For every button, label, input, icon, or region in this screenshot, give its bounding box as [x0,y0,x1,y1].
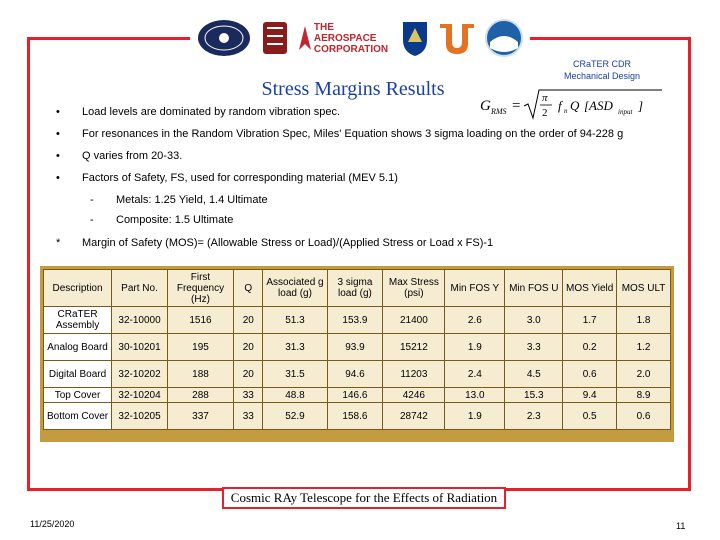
cell-max-stress: 4246 [383,388,445,403]
col-3-sigma-load: 3 sigma load (g) [327,270,383,307]
cell-3-sigma: 153.9 [327,307,383,334]
cell-min-fos-y: 1.9 [445,403,505,430]
svg-text:]: ] [638,98,644,113]
bullet-text: Factors of Safety, FS, used for corresponding material (MEV 5.1) [82,172,398,184]
cell-q: 20 [234,361,263,388]
svg-text:G: G [480,98,491,114]
cell-max-stress: 21400 [383,307,445,334]
footer-tagline: Cosmic RAy Telescope for the Effects of Radiation [222,487,506,509]
cell-max-stress: 28742 [383,403,445,430]
col-description: Description [44,270,112,307]
miles-equation-formula [478,88,664,122]
cell-description: Top Cover [44,388,112,403]
cell-min-fos-u: 4.5 [505,361,563,388]
col-mos-ult: MOS ULT [617,270,671,307]
sub-bullet-item [90,214,233,226]
slide-date: 11/25/2020 [30,519,75,529]
svg-text:n: n [564,107,568,115]
note-marker: * [56,237,61,249]
cell-mos-ult: 1.8 [617,307,671,334]
bullet-item [56,150,182,162]
svg-text:Q: Q [570,98,580,113]
cell-mos-yield: 0.6 [563,361,617,388]
cell-frequency: 1516 [167,307,233,334]
cell-part-no: 32-10205 [112,403,168,430]
logo-text-1: THE AEROSPACE [313,21,377,44]
col-q: Q [234,270,263,307]
cell-q: 33 [234,388,263,403]
ut-logo [438,18,476,58]
slide-title: Stress Margins Results [236,78,470,100]
cell-mos-ult: 2.0 [617,361,671,388]
stress-margins-table-wrap [40,266,674,442]
logo-strip [190,10,530,66]
cell-mos-yield: 0.5 [563,403,617,430]
cell-frequency: 288 [167,388,233,403]
svg-text:f: f [558,98,562,113]
cell-min-fos-y: 13.0 [445,388,505,403]
cell-max-stress: 11203 [383,361,445,388]
noaa-logo [484,18,524,58]
cell-mos-yield: 9.4 [563,388,617,403]
sub-bullet-marker: - [90,194,94,206]
logo-text-2: CORPORATION [313,43,389,55]
table-row [44,334,671,361]
bullet-marker: • [56,172,60,184]
cell-mos-yield: 1.7 [563,307,617,334]
cell-3-sigma: 94.6 [327,361,383,388]
cell-frequency: 337 [167,403,233,430]
cell-description: Digital Board [44,361,112,388]
table-row [44,403,671,430]
bullet-marker: • [56,128,60,140]
table-row [44,388,671,403]
bullet-marker: • [56,150,60,162]
cell-3-sigma: 158.6 [327,403,383,430]
col-associated-g-load: Associated g load (g) [263,270,327,307]
mit-seal-logo [196,18,252,58]
cell-mos-ult: 1.2 [617,334,671,361]
cell-mos-ult: 0.6 [617,403,671,430]
cell-q: 33 [234,403,263,430]
bullet-item [56,172,398,184]
cell-min-fos-u: 3.0 [505,307,563,334]
col-max-stress: Max Stress (psi) [383,270,445,307]
cell-part-no: 32-10204 [112,388,168,403]
cdr-line-2: Mechanical Design [563,71,641,81]
svg-text:RMS: RMS [491,107,507,116]
table-row [44,307,671,334]
cell-min-fos-y: 1.9 [445,334,505,361]
bullet-marker: • [56,106,60,118]
cell-max-stress: 15212 [383,334,445,361]
harvard-seal-logo [260,18,290,58]
cell-g-load: 48.8 [263,388,327,403]
cell-mos-yield: 0.2 [563,334,617,361]
bullet-item [56,106,340,118]
svg-text:input: input [618,108,633,116]
cell-g-load: 51.3 [263,307,327,334]
cdr-line-1: CRaTER CDR [572,59,631,69]
cell-q: 20 [234,307,263,334]
cell-part-no: 30-10201 [112,334,168,361]
col-first-frequency: First Frequency (Hz) [167,270,233,307]
bullet-text: For resonances in the Random Vibration Spec, Miles' Equation shows 3 sigma loading on the order of 94-228 g [82,128,624,140]
cell-part-no: 32-10000 [112,307,168,334]
col-min-fos-u: Min FOS U [505,270,563,307]
note-item [56,237,493,249]
bullet-text: Load levels are dominated by random vibration spec. [82,106,341,118]
cell-frequency: 195 [167,334,233,361]
cell-description: Bottom Cover [44,403,112,430]
cell-min-fos-y: 2.6 [445,307,505,334]
cell-part-no: 32-10202 [112,361,168,388]
cell-g-load: 52.9 [263,403,327,430]
table-row [44,361,671,388]
air-force-shield-logo [400,18,430,58]
cell-g-load: 31.3 [263,334,327,361]
cell-3-sigma: 93.9 [327,334,383,361]
svg-text:[ASD: [ASD [584,98,613,113]
page-number: 11 [676,521,686,531]
sub-bullet-marker: - [90,214,94,226]
cell-description: CRaTER Assembly [44,307,112,334]
cell-3-sigma: 146.6 [327,388,383,403]
sub-bullet-text: Metals: 1.25 Yield, 1.4 Ultimate [116,194,268,206]
cell-min-fos-u: 2.3 [505,403,563,430]
cdr-label [552,58,652,82]
stress-margins-table [43,269,671,430]
svg-text:π: π [542,92,548,104]
aerospace-corporation-logo [298,22,392,55]
cell-q: 20 [234,334,263,361]
cell-min-fos-y: 2.4 [445,361,505,388]
cell-min-fos-u: 15.3 [505,388,563,403]
svg-text:=: = [512,98,521,114]
bullet-text: Q varies from 20-33. [82,150,183,162]
svg-text:2: 2 [542,107,548,119]
col-part-no: Part No. [112,270,168,307]
col-min-fos-y: Min FOS Y [445,270,505,307]
table-header-row [44,270,671,307]
sub-bullet-item [90,194,268,206]
cell-mos-ult: 8.9 [617,388,671,403]
note-text: Margin of Safety (MOS)= (Allowable Stress or Load)/(Applied Stress or Load x FS)-1 [82,237,494,249]
cell-g-load: 31.5 [263,361,327,388]
bullet-item [56,128,623,140]
sub-bullet-text: Composite: 1.5 Ultimate [116,214,234,226]
col-mos-yield: MOS Yield [563,270,617,307]
cell-min-fos-u: 3.3 [505,334,563,361]
cell-description: Analog Board [44,334,112,361]
cell-frequency: 188 [167,361,233,388]
